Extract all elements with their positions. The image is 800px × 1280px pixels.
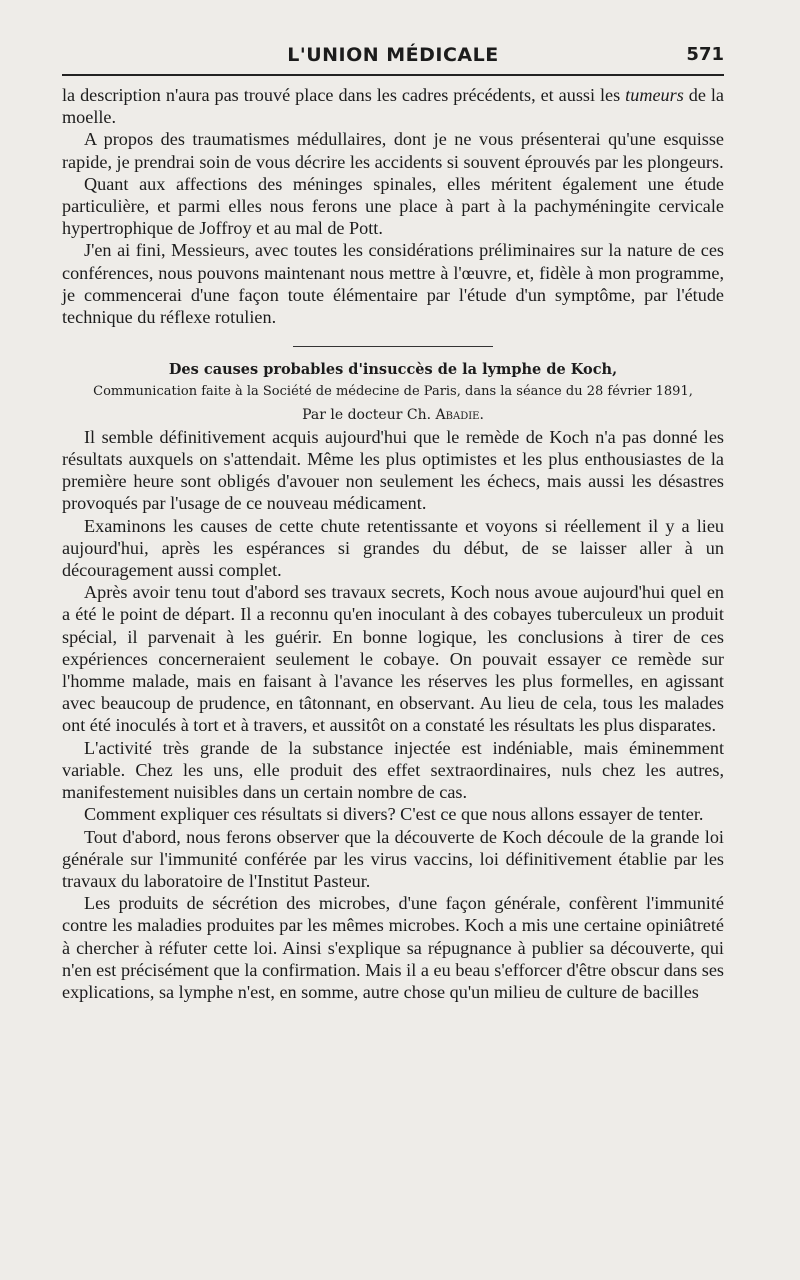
article-paragraph: L'activité très grande de la substance injectée est indéniable, mais éminemment variable. Chez les uns, elle produit des effet sextraordinaires, nuls chez les autres, manifestement nuisibles dans un certain nombre de cas. (62, 737, 724, 803)
paragraph-text: la description n'aura pas trouvé place dans les cadres précédents, et aussi les tumeurs de la moelle. (62, 85, 724, 128)
article-title: Des causes probables d'insuccès de la lymphe de Koch, (168, 361, 618, 379)
article-paragraph: Tout d'abord, nous ferons observer que la découverte de Koch découle de la grande loi générale sur l'immunité conférée par les virus vaccins, loi définitivement établie par les travaux du laboratoire de l'Institut Pasteur. (62, 826, 724, 891)
paragraph-continuation (62, 84, 724, 128)
article-paragraph: Comment expliquer ces résultats si divers? C'est ce que nous allons essayer de tenter. (84, 804, 704, 825)
page-number: 571 (686, 44, 724, 65)
article-paragraph: Les produits de sécrétion des microbes, d'une façon générale, confèrent l'immunité contre les maladies produites par les mêmes microbes. Koch a mis une certaine opiniâtreté à chercher à réfuter cette loi. Ainsi s'explique sa répugnance à publier sa découverte, qui n'en est précisément que la confirmation. Mais il a eu beau s'efforcer d'être obscur dans ses explications, sa lymphe n'est, en somme, autre chose qu'un milieu de culture de bacilles (62, 893, 724, 1002)
running-title: L'UNION MÉDICALE (287, 44, 499, 66)
section-divider (293, 346, 493, 347)
byline-prefix: Par le docteur Ch. (302, 406, 432, 423)
paragraph: A propos des traumatismes médullaires, dont je ne vous présenterai qu'une esquisse rapide, je prendrai soin de vous décrire les accidents si souvent éprouvés par les plongeurs. (62, 129, 724, 172)
paragraph: Quant aux affections des méninges spinales, elles méritent également une étude particulière, et parmi elles nous ferons une place à part à la pachyméningite cervicale hypertrophique de Joffroy et au mal de Pott. (62, 173, 724, 239)
article-byline (62, 404, 724, 426)
page-header (62, 44, 724, 72)
article-paragraph: Examinons les causes de cette chute retentissante et voyons si réellement il y a lieu aujourd'hui, après les espérances si grandes du début, de se laisser aller à un découragement aussi complet. (62, 515, 724, 581)
body-text (62, 84, 724, 1003)
paragraph: J'en ai fini, Messieurs, avec toutes les considérations préliminaires sur la nature de ces conférences, nous pouvons maintenant nous mettre à l'œuvre, et, fidèle à mon programme, je commencerai d'une façon toute élémentaire par l'étude d'un symptôme, par l'étude technique du réflexe rotulien. (62, 240, 724, 328)
article-paragraph: Il semble définitivement acquis aujourd'hui que le remède de Koch n'a pas donné les résultats auxquels on s'attendait. Même les plus optimistes et les plus enthousiastes de la première heure sont obligés d'avouer non seulement les échecs, mais aussi les désastres provoqués par l'usage de ce nouveau médicament. (62, 426, 724, 514)
header-rule (62, 74, 724, 76)
article-paragraph: Après avoir tenu tout d'abord ses travaux secrets, Koch nous avoue aujourd'hui quel en a été le point de départ. Il a reconnu qu'en inoculant à des cobayes tuberculeux un produit spécial, il parvenait à les guérir. En bonne logique, les conclusions à tirer de ces expériences concerneraient seulement le cobaye. On pouvait essayer ce remède sur l'homme malade, mais en faisant à l'avance les réserves les plus formelles, en agissant avec beaucoup de prudence, en tâtonnant, en observant. Au lieu de cela, tous les malades ont été inoculés à tort et à travers, et aussitôt on a constaté les résultats les plus disparates. (62, 582, 724, 736)
byline-author: Abadie. (435, 406, 484, 423)
article-communication: Communication faite à la Société de médecine de Paris, dans la séance du 28 février 1891, (93, 384, 693, 400)
